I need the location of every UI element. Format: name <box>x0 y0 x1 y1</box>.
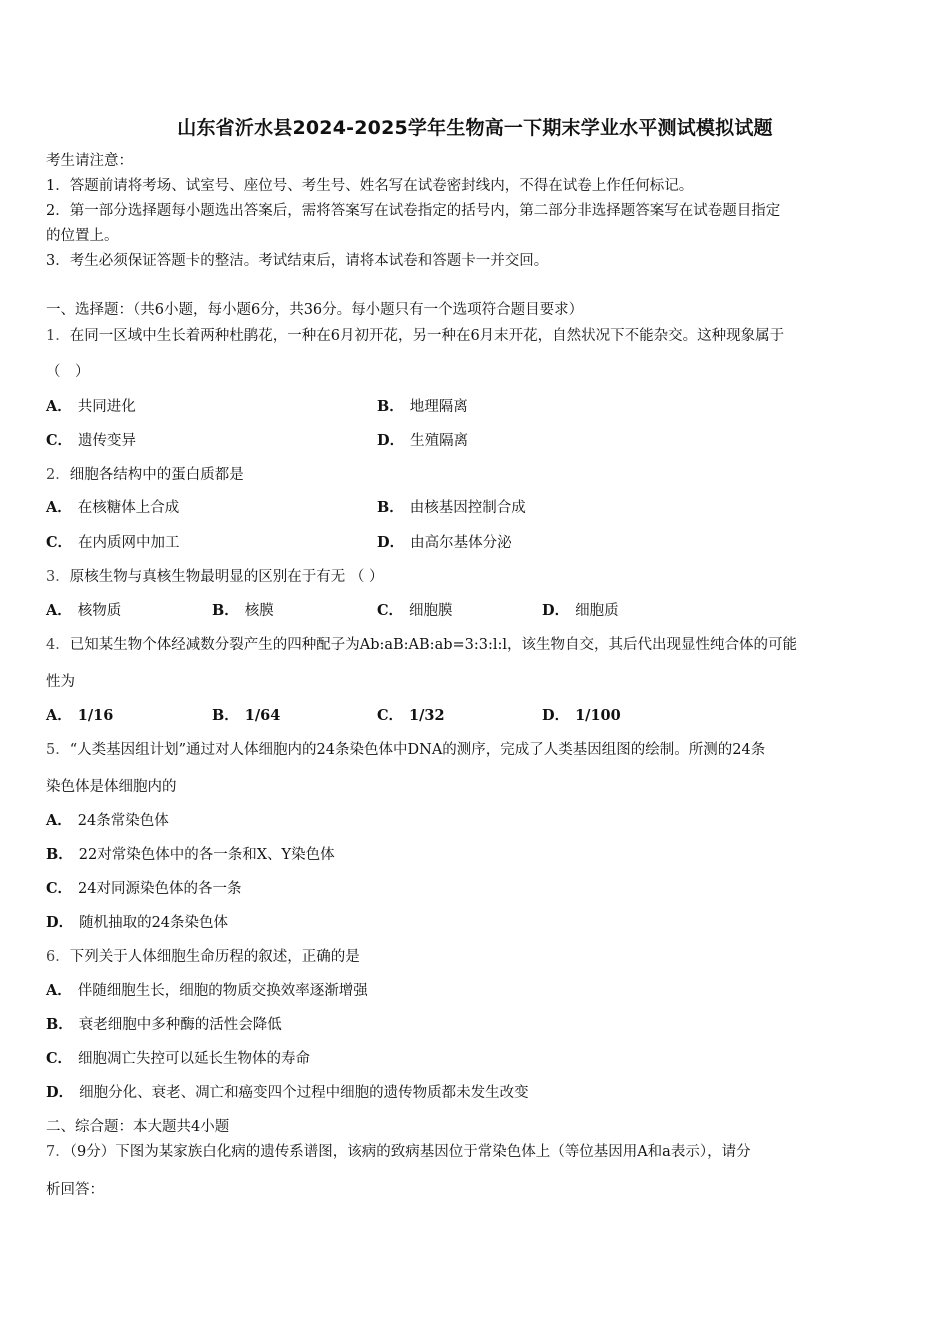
question-number: 3． <box>46 569 70 585</box>
option-text: 1/64 <box>244 707 281 724</box>
question-5 <box>46 740 765 760</box>
question-text: 已知某生物个体经减数分裂产生的四种配子为Ab:aB:AB:ab=3:3:l:l，该生物自交，其后代出现显性纯合体的可能 <box>69 637 798 653</box>
question-6 <box>46 947 360 967</box>
question-3 <box>46 567 383 587</box>
q5-option-d[interactable] <box>46 913 228 933</box>
q4-option-a[interactable] <box>46 706 113 726</box>
q3-option-d[interactable] <box>542 601 619 621</box>
option-text: 1/32 <box>409 707 445 724</box>
q3-option-a[interactable] <box>46 601 121 621</box>
option-label: A． <box>46 602 72 619</box>
question-text: 下列关于人体细胞生命历程的叙述，正确的是 <box>69 949 360 965</box>
option-text: 随机抽取的24条染色体 <box>79 915 229 931</box>
option-label: C． <box>377 602 404 619</box>
q3-option-b[interactable] <box>212 601 274 621</box>
q3-option-c[interactable] <box>377 601 453 621</box>
option-text: 细胞膜 <box>409 603 453 619</box>
option-label: D． <box>542 602 570 619</box>
q2-option-b[interactable] <box>377 498 526 518</box>
notice-item-3: 3．考生必须保证答题卡的整洁。考试结束后，请将本试卷和答题卡一并交回。 <box>46 253 549 269</box>
q4-option-d[interactable] <box>542 706 621 726</box>
q6-option-a[interactable] <box>46 981 368 1001</box>
option-label: B． <box>46 1016 73 1033</box>
q2-option-a[interactable] <box>46 498 179 518</box>
option-label: A． <box>46 707 72 724</box>
question-1 <box>46 326 784 346</box>
option-text: 由高尔基体分泌 <box>410 535 512 551</box>
option-text: 生殖隔离 <box>410 433 469 449</box>
question-7 <box>46 1142 751 1162</box>
question-text: “人类基因组计划”通过对人体细胞内的24条染色体中DNA的测序，完成了人类基因组图的绘制。所测的24条 <box>69 742 766 758</box>
option-label: C． <box>377 707 404 724</box>
option-label: D． <box>46 914 74 931</box>
question-text: 原核生物与真核生物最明显的区别在于有无 （ ） <box>69 569 384 585</box>
option-label: B． <box>212 707 239 724</box>
question-2 <box>46 465 244 485</box>
option-text: 细胞凋亡失控可以延长生物体的寿命 <box>78 1051 311 1067</box>
option-label: B． <box>377 398 404 415</box>
q6-option-d[interactable] <box>46 1083 529 1103</box>
option-text: 24条常染色体 <box>77 813 169 829</box>
option-text: 细胞质 <box>575 603 619 619</box>
option-text: 在核糖体上合成 <box>77 500 180 516</box>
option-text: 1/16 <box>77 707 114 724</box>
q2-option-c[interactable] <box>46 533 180 553</box>
section-2-heading: 二、综合题：本大题共4小题 <box>46 1119 230 1135</box>
option-label: B． <box>212 602 239 619</box>
option-label: C． <box>46 880 73 897</box>
option-text: 在内质网中加工 <box>78 535 180 551</box>
q2-option-d[interactable] <box>377 533 512 553</box>
question-7-cont: 析回答： <box>46 1182 104 1198</box>
question-number: 6． <box>46 949 70 965</box>
option-text: 22对常染色体中的各一条和X、Y染色体 <box>78 847 335 863</box>
question-5-cont: 染色体是体细胞内的 <box>46 779 177 795</box>
question-text: （9分）下图为某家族白化病的遗传系谱图，该病的致病基因位于常染色体上（等位基因用A和a表示），请分 <box>69 1144 751 1160</box>
option-text: 衰老细胞中多种酶的活性会降低 <box>78 1017 282 1033</box>
option-text: 伴随细胞生长，细胞的物质交换效率逐渐增强 <box>77 983 368 999</box>
q1-option-b[interactable] <box>377 397 468 417</box>
notice-heading: 考生请注意： <box>46 153 133 169</box>
q4-option-b[interactable] <box>212 706 280 726</box>
question-1-cont: （ ） <box>46 364 90 380</box>
option-label: A． <box>46 982 72 999</box>
option-text: 遗传变异 <box>78 433 137 449</box>
question-number: 2． <box>46 467 70 483</box>
option-label: A． <box>46 812 72 829</box>
question-number: 4． <box>46 637 70 653</box>
question-4-cont: 性为 <box>46 674 75 690</box>
page-title: 山东省沂水县2024-2025学年生物高一下期末学业水平测试模拟试题 <box>177 117 773 139</box>
q1-option-c[interactable] <box>46 431 136 451</box>
option-label: D． <box>46 1084 74 1101</box>
option-label: D． <box>377 534 405 551</box>
option-label: D． <box>542 707 570 724</box>
q6-option-c[interactable] <box>46 1049 310 1069</box>
option-text: 地理隔离 <box>409 399 468 415</box>
notice-item-1: 1．答题前请将考场、试室号、座位号、考生号、姓名写在试卷密封线内，不得在试卷上作任何标记。 <box>46 178 694 194</box>
q1-option-d[interactable] <box>377 431 468 451</box>
option-text: 细胞分化、衰老、凋亡和癌变四个过程中细胞的遗传物质都未发生改变 <box>79 1085 529 1101</box>
section-1-heading: 一、选择题：（共6小题，每小题6分，共36分。每小题只有一个选项符合题目要求） <box>46 302 584 318</box>
option-label: C． <box>46 432 73 449</box>
q1-option-a[interactable] <box>46 397 136 417</box>
option-text: 共同进化 <box>77 399 136 415</box>
notice-item-2: 2．第一部分选择题每小题选出答案后，需将答案写在试卷指定的括号内，第二部分非选择题答案写在试卷题目指定 <box>46 203 781 219</box>
option-label: C． <box>46 534 73 551</box>
question-text: 在同一区域中生长着两种杜鹃花，一种在6月初开花，另一种在6月末开花，自然状况下不能杂交。这种现象属于 <box>69 328 785 344</box>
option-label: C． <box>46 1050 73 1067</box>
question-4 <box>46 635 797 655</box>
option-label: B． <box>46 846 73 863</box>
option-text: 核物质 <box>77 603 122 619</box>
option-label: A． <box>46 499 72 516</box>
q5-option-c[interactable] <box>46 879 242 899</box>
q4-option-c[interactable] <box>377 706 445 726</box>
question-number: 7． <box>46 1144 70 1160</box>
option-text: 24对同源染色体的各一条 <box>78 881 242 897</box>
question-text: 细胞各结构中的蛋白质都是 <box>69 467 244 483</box>
q5-option-a[interactable] <box>46 811 169 831</box>
q6-option-b[interactable] <box>46 1015 282 1035</box>
option-text: 由核基因控制合成 <box>409 500 526 516</box>
option-label: A． <box>46 398 72 415</box>
q5-option-b[interactable] <box>46 845 335 865</box>
option-text: 核膜 <box>244 603 274 619</box>
option-text: 1/100 <box>575 707 621 724</box>
question-number: 5． <box>46 742 70 758</box>
option-label: D． <box>377 432 405 449</box>
question-number: 1． <box>46 328 70 344</box>
option-label: B． <box>377 499 404 516</box>
notice-item-2-cont: 的位置上。 <box>46 228 119 244</box>
